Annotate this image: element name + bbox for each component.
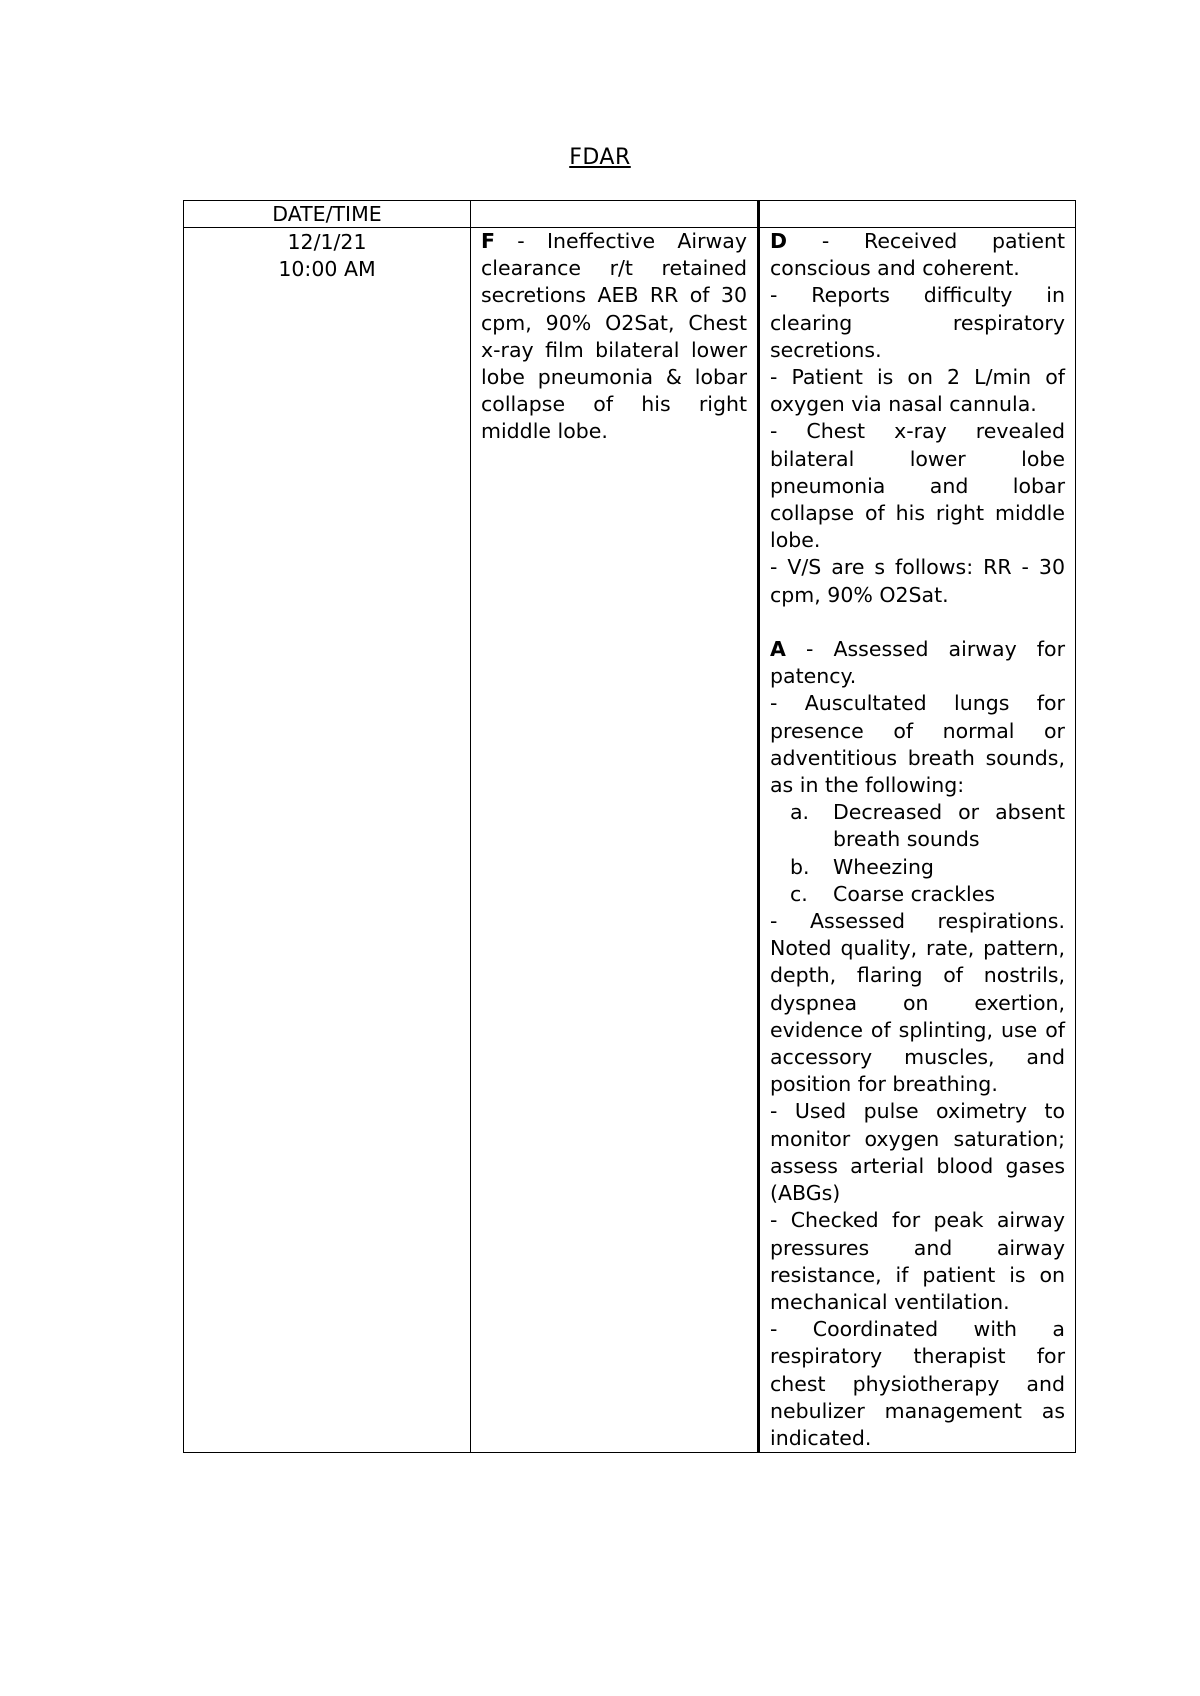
list-item-text: Decreased or absent breath sounds xyxy=(833,800,1065,852)
list-marker: c. xyxy=(790,881,808,906)
action-item: - Checked for peak airway pressures and airway resistance, if patient is on mechanical ventilation. xyxy=(770,1208,1065,1314)
breath-sounds-list xyxy=(770,799,1065,908)
list-item-text: Wheezing xyxy=(833,854,934,879)
list-item xyxy=(770,881,1065,908)
action-item: - Used pulse oximetry to monitor oxygen saturation; assess arterial blood gases (ABGs) xyxy=(770,1099,1065,1206)
header-date-time: DATE/TIME xyxy=(184,201,471,228)
list-item xyxy=(770,854,1065,881)
action-item: - Assessed respirations. Noted quality, rate, pattern, depth, flaring of nostrils, dyspnea on exertion, evidence of splinting, use of accessory muscles, and position for breathing. xyxy=(770,909,1065,1097)
data-action-cell xyxy=(759,228,1076,1453)
header-row xyxy=(184,201,1076,228)
list-item-text: Coarse crackles xyxy=(833,881,996,906)
list-item xyxy=(770,799,1065,853)
list-marker: a. xyxy=(790,800,810,825)
data-item: - Reports difficulty in clearing respiratory secretions. xyxy=(770,283,1065,362)
header-focus xyxy=(471,201,759,228)
action-item: - Auscultated lungs for presence of normal or adventitious breath sounds, as in the following: xyxy=(770,691,1065,798)
spacer xyxy=(770,609,1065,636)
action-paragraph xyxy=(770,636,1065,690)
entry-time: 10:00 AM xyxy=(278,257,376,282)
action-item: - Coordinated with a respiratory therapist for chest physiotherapy and nebulizer management as indicated. xyxy=(770,1317,1065,1450)
data-first-text: - Received patient conscious and coherent. xyxy=(770,229,1065,281)
focus-label: F xyxy=(481,229,496,253)
date-time-cell xyxy=(184,228,471,1453)
data-item: - V/S are s follows: RR - 30 cpm, 90% O2Sat. xyxy=(770,555,1065,607)
focus-text: - Ineffective Airway clearance r/t retained secretions AEB RR of 30 cpm, 90% O2Sat, Chest x-ray film bilateral lower lobe pneumonia & lobar collapse of his right middle lobe. xyxy=(481,229,747,444)
entry-date: 12/1/21 xyxy=(287,230,367,254)
action-label: A xyxy=(770,637,786,662)
page-title: FDAR xyxy=(569,145,631,170)
focus-paragraph xyxy=(481,228,747,446)
focus-cell xyxy=(471,228,759,1453)
data-label: D xyxy=(770,229,788,253)
action-first-text: - Assessed airway for patency. xyxy=(770,637,1065,689)
entry-row xyxy=(184,228,1076,1453)
data-item: - Chest x-ray revealed bilateral lower lobe pneumonia and lobar collapse of his right middle lobe. xyxy=(770,419,1065,553)
data-item: - Patient is on 2 L/min of oxygen via nasal cannula. xyxy=(770,365,1065,417)
fdar-table xyxy=(183,200,1076,1453)
data-paragraph xyxy=(770,228,1065,282)
list-marker: b. xyxy=(790,854,810,879)
header-notes xyxy=(759,201,1076,228)
